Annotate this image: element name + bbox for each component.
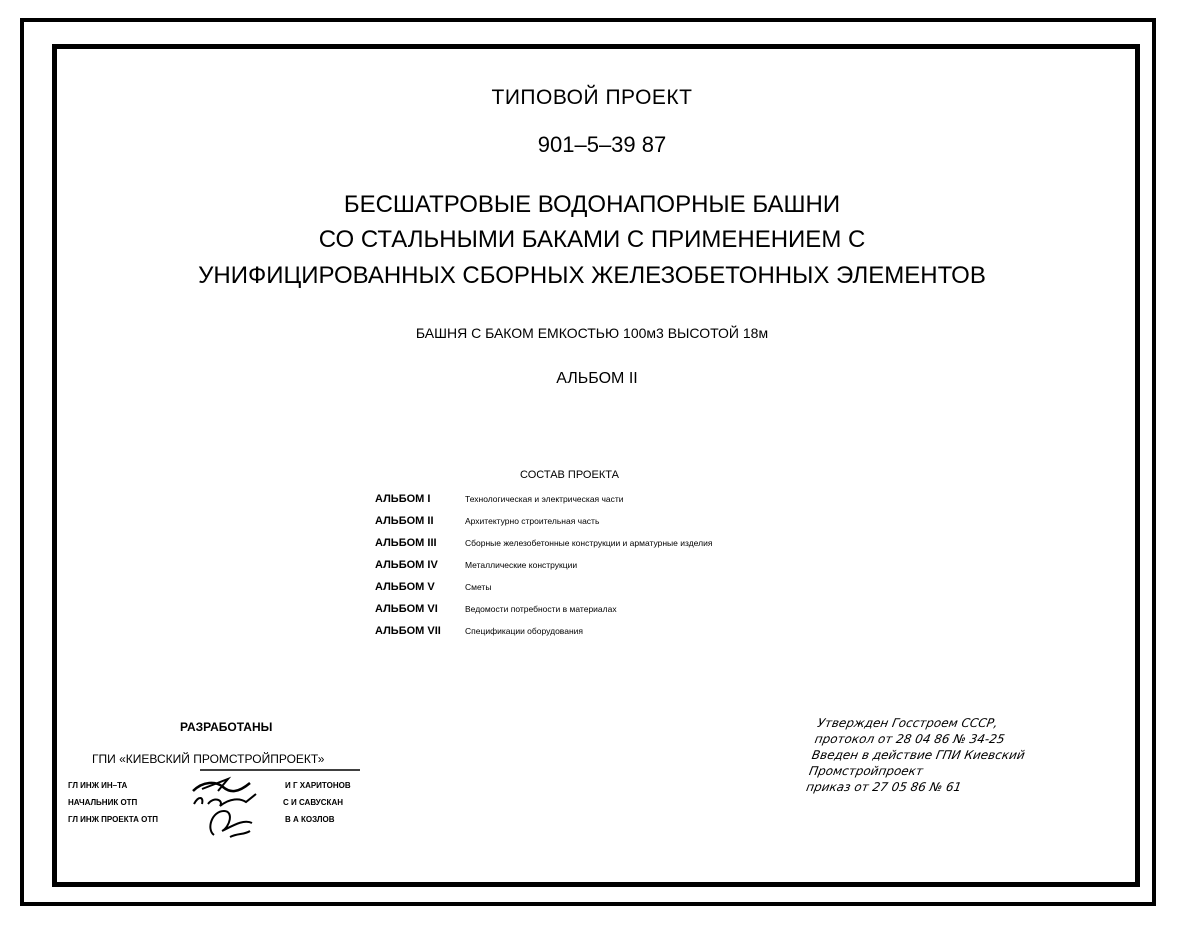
signatory-name: С И САВУСКАН [283, 798, 343, 807]
developed-label: РАЗРАБОТАНЫ [180, 720, 273, 734]
contents-item [375, 532, 712, 554]
album-label: АЛЬБОМ II [556, 370, 638, 387]
contents-volume: АЛЬБОМ II [375, 515, 434, 527]
contents-item [375, 510, 712, 532]
project-type-heading: ТИПОВОЙ ПРОЕКТ [491, 86, 693, 109]
contents-volume: АЛЬБОМ I [375, 493, 431, 505]
contents-title: СОСТАВ ПРОЕКТА [520, 469, 619, 481]
title-line-3: УНИФИЦИРОВАННЫХ СБОРНЫХ ЖЕЛЕЗОБЕТОННЫХ ЭЛЕМЕНТОВ [198, 262, 986, 289]
title-line-2: СО СТАЛЬНЫМИ БАКАМИ С ПРИМЕНЕНИЕМ С [318, 226, 866, 253]
contents-item [375, 488, 712, 510]
contents-description: Металлические конструкции [465, 560, 578, 570]
signatory-name: И Г ХАРИТОНОВ [285, 781, 351, 790]
approval-stamp [805, 715, 1032, 795]
signatory-role: ГЛ ИНЖ ИН–ТА [68, 781, 128, 790]
contents-volume: АЛЬБОМ IV [375, 559, 438, 571]
contents-item [375, 598, 712, 620]
contents-volume: АЛЬБОМ V [375, 581, 435, 593]
approval-line: Промстройпроект [807, 764, 925, 778]
signatory-name: В А КОЗЛОВ [285, 815, 335, 824]
contents-list [375, 488, 712, 642]
contents-item [375, 620, 712, 642]
contents-description: Ведомости потребности в материалах [465, 604, 617, 614]
contents-description: Сборные железобетонные конструкции и арматурные изделия [465, 538, 713, 548]
title-line-1: БЕСШАТРОВЫЕ ВОДОНАПОРНЫЕ БАШНИ [343, 191, 841, 218]
contents-volume: АЛЬБОМ VII [375, 625, 441, 637]
approval-line: приказ от 27 05 86 № 61 [805, 780, 963, 794]
contents-description: Технологическая и электрическая части [465, 494, 624, 504]
organization-underline [200, 768, 360, 772]
signatory-role: ГЛ ИНЖ ПРОЕКТА ОТП [68, 815, 159, 824]
approval-line: Утвержден Госстроем СССР, [816, 716, 1000, 730]
contents-description: Сметы [465, 582, 492, 592]
contents-description: Архитектурно строительная часть [465, 516, 600, 526]
contents-description: Спецификации оборудования [465, 626, 583, 636]
approval-line: Введен в действие ГПИ Киевский [810, 748, 1026, 762]
contents-item [375, 554, 712, 576]
signature-mark [200, 805, 260, 841]
developer-organization: ГПИ «КИЕВСКИЙ ПРОМСТРОЙПРОЕКТ» [92, 752, 325, 766]
contents-volume: АЛЬБОМ III [375, 537, 437, 549]
contents-item [375, 576, 712, 598]
approval-line: протокол от 28 04 86 № 34-25 [813, 732, 1006, 746]
contents-volume: АЛЬБОМ VI [375, 603, 438, 615]
project-number: 901–5–39 87 [537, 132, 667, 157]
tower-subtitle: БАШНЯ С БАКОМ ЕМКОСТЬЮ 100м3 ВЫСОТОЙ 18м [415, 325, 769, 341]
signatory-role: НАЧАЛЬНИК ОТП [68, 798, 138, 807]
